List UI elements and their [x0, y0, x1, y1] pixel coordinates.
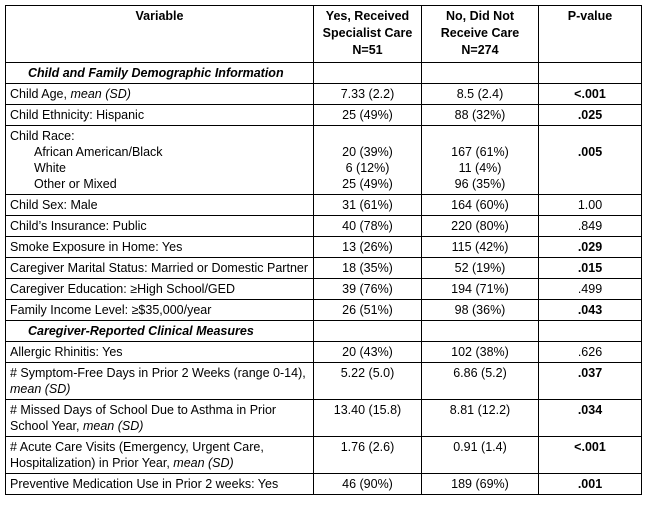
no-value: 8.5 (2.4) [422, 84, 539, 105]
p-value: .029 [539, 237, 642, 258]
no-value: 194 (71%) [422, 279, 539, 300]
section-row-demographic [6, 63, 642, 84]
table-container [5, 5, 642, 495]
yes-value: 18 (35%) [314, 258, 422, 279]
row-label: Child Sex: Male [6, 195, 314, 216]
yes-value: 25 (49%) [314, 105, 422, 126]
header-row [6, 6, 642, 63]
row-label: Child Race: African American/Black White Other or Mixed [6, 126, 314, 195]
no-value: 8.81 (12.2) [422, 400, 539, 437]
yes-value: 13.40 (15.8) [314, 400, 422, 437]
table-row [6, 216, 642, 237]
section-title-clinical: Caregiver-Reported Clinical Measures [6, 321, 314, 342]
row-label: Child Age, mean (SD) [6, 84, 314, 105]
table-row [6, 363, 642, 400]
p-value: <.001 [539, 437, 642, 474]
p-value: .626 [539, 342, 642, 363]
row-label: # Symptom-Free Days in Prior 2 Weeks (range 0-14), mean (SD) [6, 363, 314, 400]
table-row [6, 474, 642, 495]
no-value: 88 (32%) [422, 105, 539, 126]
row-label: Caregiver Education: ≥High School/GED [6, 279, 314, 300]
no-value: 102 (38%) [422, 342, 539, 363]
yes-value: 46 (90%) [314, 474, 422, 495]
p-value: .849 [539, 216, 642, 237]
p-value: .499 [539, 279, 642, 300]
row-label: # Missed Days of School Due to Asthma in Prior School Year, mean (SD) [6, 400, 314, 437]
no-value: 6.86 (5.2) [422, 363, 539, 400]
yes-value: 7.33 (2.2) [314, 84, 422, 105]
no-value: 167 (61%) 11 (4%) 96 (35%) [422, 126, 539, 195]
p-value: .037 [539, 363, 642, 400]
no-value: 189 (69%) [422, 474, 539, 495]
row-label: Child’s Insurance: Public [6, 216, 314, 237]
row-label: Allergic Rhinitis: Yes [6, 342, 314, 363]
table-row [6, 279, 642, 300]
no-value: 0.91 (1.4) [422, 437, 539, 474]
table-row [6, 84, 642, 105]
section-row-clinical [6, 321, 642, 342]
header-no: No, Did Not Receive Care N=274 [422, 6, 539, 63]
no-value: 115 (42%) [422, 237, 539, 258]
row-label: Caregiver Marital Status: Married or Domestic Partner [6, 258, 314, 279]
row-label: Family Income Level: ≥$35,000/year [6, 300, 314, 321]
section-title-demographic: Child and Family Demographic Information [6, 63, 314, 84]
no-value: 164 (60%) [422, 195, 539, 216]
table-row [6, 258, 642, 279]
table-row [6, 237, 642, 258]
table-row [6, 437, 642, 474]
p-value: .025 [539, 105, 642, 126]
row-label: Smoke Exposure in Home: Yes [6, 237, 314, 258]
yes-value: 26 (51%) [314, 300, 422, 321]
yes-value: 39 (76%) [314, 279, 422, 300]
no-value: 220 (80%) [422, 216, 539, 237]
yes-value: 31 (61%) [314, 195, 422, 216]
p-value: .005 [539, 126, 642, 195]
header-pvalue: P-value [539, 6, 642, 63]
p-value: .015 [539, 258, 642, 279]
row-label: Child Ethnicity: Hispanic [6, 105, 314, 126]
p-value: .043 [539, 300, 642, 321]
yes-value: 20 (39%) 6 (12%) 25 (49%) [314, 126, 422, 195]
p-value: .034 [539, 400, 642, 437]
yes-value: 1.76 (2.6) [314, 437, 422, 474]
header-yes: Yes, Received Specialist Care N=51 [314, 6, 422, 63]
header-variable: Variable [6, 6, 314, 63]
yes-value: 20 (43%) [314, 342, 422, 363]
no-value: 52 (19%) [422, 258, 539, 279]
no-value: 98 (36%) [422, 300, 539, 321]
yes-value: 40 (78%) [314, 216, 422, 237]
row-label: Preventive Medication Use in Prior 2 weeks: Yes [6, 474, 314, 495]
table-row [6, 105, 642, 126]
row-label: # Acute Care Visits (Emergency, Urgent Care, Hospitalization) in Prior Year, mean (SD) [6, 437, 314, 474]
table-row [6, 195, 642, 216]
p-value: <.001 [539, 84, 642, 105]
comparison-table [5, 5, 642, 495]
table-row [6, 300, 642, 321]
p-value: .001 [539, 474, 642, 495]
p-value: 1.00 [539, 195, 642, 216]
table-row [6, 342, 642, 363]
table-row [6, 126, 642, 195]
yes-value: 5.22 (5.0) [314, 363, 422, 400]
yes-value: 13 (26%) [314, 237, 422, 258]
table-row [6, 400, 642, 437]
